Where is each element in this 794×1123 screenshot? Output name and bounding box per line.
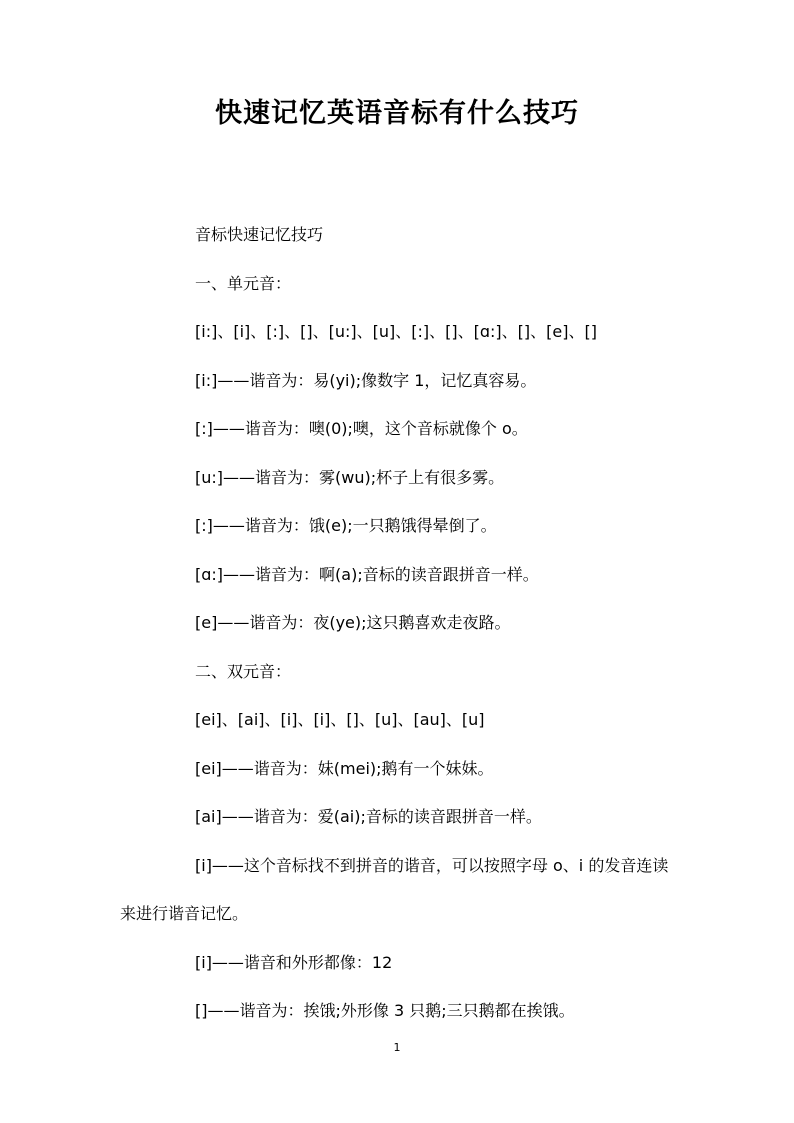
- paragraph: 二、双元音：: [195, 661, 292, 681]
- paragraph: []——谐音为：挨饿;外形像 3 只鹅;三只鹅都在挨饿。: [195, 1001, 575, 1020]
- document-body: [120, 211, 676, 1036]
- paragraph: [ai]——谐音为：爱(ai);音标的读音跟拼音一样。: [195, 807, 542, 826]
- paragraph: [ɑ:]——谐音为：啊(a);音标的读音跟拼音一样。: [195, 564, 539, 584]
- paragraph: [:]——谐音为：噢(0);噢，这个音标就像个 o。: [195, 419, 528, 438]
- paragraph: 一、单元音：: [195, 273, 292, 293]
- paragraph: [ei]——谐音为：妹(mei);鹅有一个妹妹。: [195, 758, 494, 778]
- paragraph: [i:]——谐音为：易(yi);像数字 1，记忆真容易。: [195, 370, 537, 390]
- paragraph: 音标快速记忆技巧: [195, 225, 324, 244]
- paragraph: [i]——这个音标找不到拼音的谐音，可以按照字母 o、i 的发音连读来进行谐音记忆。: [120, 855, 669, 923]
- page-number: 1: [393, 1041, 401, 1054]
- paragraph: [i]——谐音和外形都像：12: [195, 952, 393, 972]
- document-title: 快速记忆英语音标有什么技巧: [215, 98, 579, 129]
- paragraph: [:]——谐音为：饿(e);一只鹅饿得晕倒了。: [195, 516, 497, 535]
- paragraph: [i:]、[i]、[:]、[]、[u:]、[u]、[:]、[]、[ɑ:]、[]、[e]、[]: [195, 322, 597, 341]
- paragraph: [ei]、[ai]、[i]、[i]、[]、[u]、[au]、[u]: [195, 710, 485, 729]
- paragraph: [u:]——谐音为：雾(wu);杯子上有很多雾。: [195, 467, 505, 487]
- paragraph: [e]——谐音为：夜(ye);这只鹅喜欢走夜路。: [195, 613, 511, 632]
